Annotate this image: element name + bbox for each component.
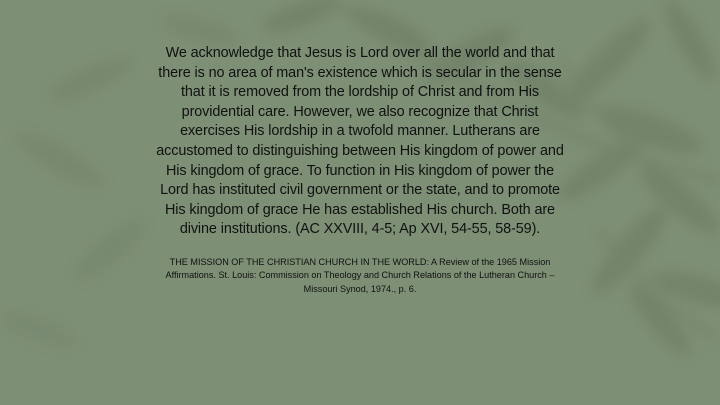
text-content: [150, 44, 570, 296]
quote-text: We acknowledge that Jesus is Lord over all the world and that there is no area of man's existence which is secular in the sense that it is removed from the lordship of Christ and from His providential care. However, we also recognize that Christ exercises His lordship in a twofold manner. Lutherans are accustomed to distinguishing between His kingdom of power and His kingdom of grace. To function in His kingdom of power the Lord has instituted civil government or the state, and to promote His kingdom of grace He has established His church. Both are divine institutions. (AC XXVIII, 4-5; Ap XVI, 54-55, 58-59).: [156, 45, 564, 238]
citation-text: THE MISSION OF THE CHRISTIAN CHURCH IN THE WORLD: A Review of the 1965 Mission Affirmations. St. Louis: Commission on Theology and Church Relations of the Lutheran Church – Missouri Synod, 1974., p. 6.: [165, 256, 555, 294]
